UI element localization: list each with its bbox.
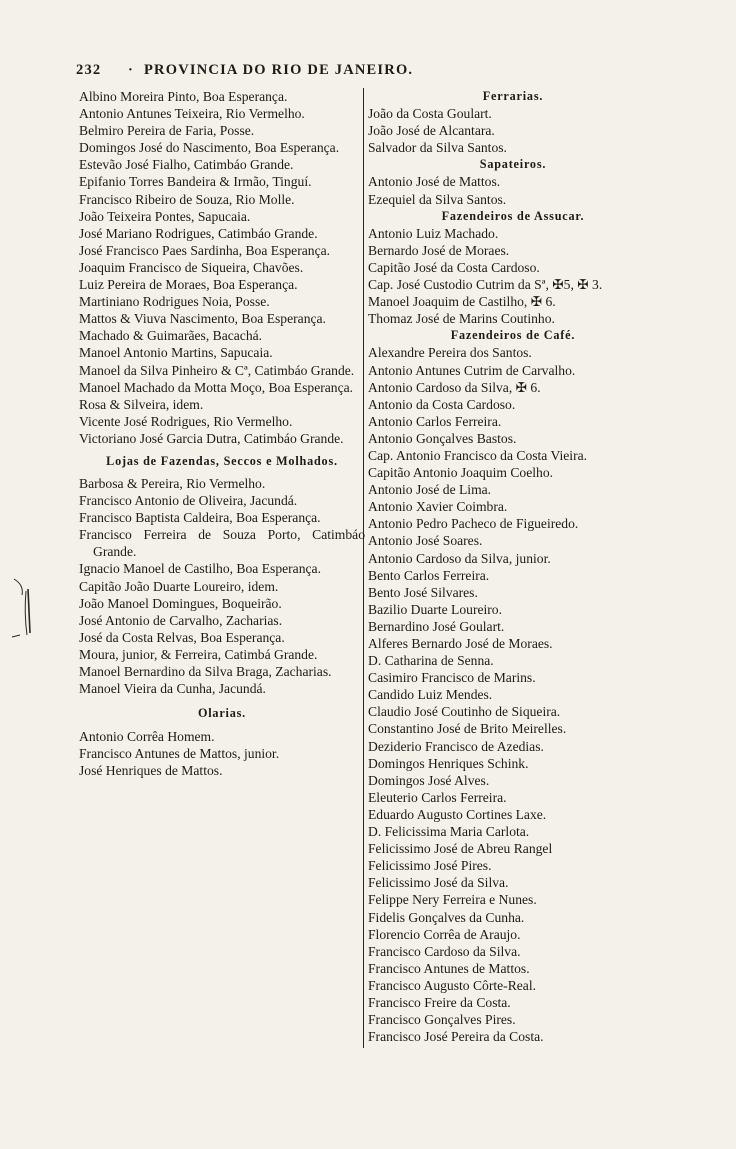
list-item: Francisco Ribeiro de Souza, Rio Molle.: [79, 191, 295, 207]
header-separator: ·: [128, 62, 135, 78]
list-item: Francisco José Pereira da Costa.: [368, 1029, 544, 1045]
list-item: Ezequiel da Silva Santos.: [368, 191, 507, 207]
list-item: Casimiro Francisco de Marins.: [368, 670, 536, 686]
list-item: Francisco Ferreira de Souza Porto, Catimbáo Grande.: [79, 527, 365, 560]
list-item: Ignacio Manoel de Castilho, Boa Esperança.: [79, 561, 321, 577]
right-column: [368, 88, 658, 1045]
list-item: Manoel Bernardino da Silva Braga, Zacharias.: [79, 664, 332, 679]
section-heading-assucar: Fazendeiros de Assucar.: [441, 208, 585, 223]
page-number: 232: [76, 62, 102, 78]
list-item: Antonio Antunes Cutrim de Carvalho.: [368, 362, 576, 378]
list-item: Salvador da Silva Santos.: [368, 140, 507, 156]
list-item: Francisco Cardoso da Silva.: [368, 943, 521, 959]
list-item: Capitão José da Costa Cardoso.: [368, 259, 540, 275]
list-item: Antonio Xavier Coimbra.: [368, 499, 508, 515]
list-item: Moura, junior, & Ferreira, Catimbá Grande.: [79, 646, 318, 662]
list-item: Florencio Corrêa de Araujo.: [368, 926, 521, 942]
list-item: Antonio Pedro Pacheco de Figueiredo.: [368, 516, 579, 532]
section-heading-lojas: Lojas de Fazendas, Seccos e Molhados.: [106, 453, 338, 468]
list-item: Capitão Antonio Joaquim Coelho.: [368, 465, 554, 481]
list-item: Antonio José de Lima.: [368, 482, 492, 498]
list-item: Constantino José de Brito Meirelles.: [368, 721, 567, 737]
list-item: Joaquim Francisco de Siqueira, Chavões.: [79, 259, 304, 275]
list-item: Albino Moreira Pinto, Boa Esperança.: [79, 89, 288, 104]
list-item: Felicissimo José da Silva.: [368, 875, 509, 891]
list-item: Manoel Vieira da Cunha, Jacundá.: [79, 681, 266, 697]
left-column: [79, 88, 365, 780]
list-item: Antonio Cardoso da Silva, junior.: [368, 550, 551, 566]
list-item: Antonio Carlos Ferreira.: [368, 413, 502, 429]
list-item: Victoriano José Garcia Dutra, Catimbáo Grande.: [79, 430, 344, 446]
list-item: Antonio José Soares.: [368, 533, 483, 549]
list-item: Eduardo Augusto Cortines Laxe.: [368, 806, 547, 822]
list-item: José Henriques de Mattos.: [79, 763, 223, 779]
list-item: Candido Luiz Mendes.: [368, 687, 493, 703]
list-item: Felicissimo José Pires.: [368, 858, 492, 874]
list-item: Alferes Bernardo José de Moraes.: [368, 636, 553, 651]
list-item: Domingos José Alves.: [368, 772, 490, 788]
margin-marks-icon: [6, 575, 40, 645]
list-item: Francisco Baptista Caldeira, Boa Esperança.: [79, 510, 321, 526]
list-item: Capitão João Duarte Loureiro, idem.: [79, 578, 279, 594]
section-heading-sapateiros: Sapateiros.: [479, 157, 547, 172]
list-item: João da Costa Goulart.: [368, 106, 492, 122]
list-item: João Manoel Domingues, Boqueirão.: [79, 595, 282, 611]
list-item: Rosa & Silveira, idem.: [79, 396, 204, 412]
list-item: José da Costa Relvas, Boa Esperança.: [79, 629, 285, 645]
list-item: Martiniano Rodrigues Noia, Posse.: [79, 294, 270, 310]
section-heading-olarias: Olarias.: [197, 706, 247, 721]
list-item: Mattos & Viuva Nascimento, Boa Esperança.: [79, 311, 326, 327]
list-item: Bernardino José Goulart.: [368, 618, 505, 634]
list-item: Bernardo José de Moraes.: [368, 242, 510, 258]
list-item: Antonio Antunes Teixeira, Rio Vermelho.: [79, 106, 305, 122]
list-item: Felippe Nery Ferreira e Nunes.: [368, 892, 537, 908]
list-item: Machado & Guimarães, Bacachá.: [79, 328, 263, 344]
list-item: Belmiro Pereira de Faria, Posse.: [79, 123, 255, 139]
list-item: Francisco Antonio de Oliveira, Jacundá.: [79, 493, 298, 509]
list-item: Barbosa & Pereira, Rio Vermelho.: [79, 475, 266, 491]
list-item: Antonio José de Mattos.: [368, 174, 501, 190]
list-item: Vicente José Rodrigues, Rio Vermelho.: [79, 413, 293, 429]
list-item: Domingos Henriques Schink.: [368, 755, 529, 771]
list-item: Cap. José Custodio Cutrim da Sª, ✠5, ✠ 3.: [368, 277, 603, 293]
list-item: Antonio da Costa Cardoso.: [368, 396, 516, 412]
list-item: João Teixeira Pontes, Sapucaia.: [79, 208, 251, 224]
list-item: Eleuterio Carlos Ferreira.: [368, 789, 507, 805]
list-item: Francisco Freire da Costa.: [368, 994, 511, 1010]
list-item: Felicissimo José de Abreu Rangel: [368, 841, 553, 857]
list-item: D. Catharina de Senna.: [368, 653, 494, 669]
list-item: Alexandre Pereira dos Santos.: [368, 345, 532, 361]
list-item: Deziderio Francisco de Azedias.: [368, 738, 544, 754]
list-item: Luiz Pereira de Moraes, Boa Esperança.: [79, 277, 298, 293]
list-item: Francisco Antunes de Mattos, junior.: [79, 746, 280, 762]
list-item: Manoel Machado da Motta Moço, Boa Esperança.: [79, 379, 354, 395]
list-item: Estevão José Fialho, Catimbáo Grande.: [79, 157, 294, 173]
list-item: Francisco Antunes de Mattos.: [368, 960, 530, 976]
list-item: Francisco Gonçalves Pires.: [368, 1012, 516, 1028]
list-item: Antonio Luiz Machado.: [368, 225, 499, 241]
page-header: [76, 62, 556, 82]
list-item: Thomaz José de Marins Coutinho.: [368, 311, 555, 327]
list-item: Cap. Antonio Francisco da Costa Vieira.: [368, 447, 588, 463]
list-item: Bazilio Duarte Loureiro.: [368, 601, 502, 617]
section-heading-ferrarias: Ferrarias.: [482, 89, 544, 103]
list-item: D. Felicissima Maria Carlota.: [368, 824, 530, 840]
list-item: Manoel Joaquim de Castilho, ✠ 6.: [368, 294, 556, 310]
list-item: José Francisco Paes Sardinha, Boa Esperança.: [79, 242, 331, 258]
list-item: Antonio Gonçalves Bastos.: [368, 430, 517, 446]
list-item: Manoel da Silva Pinheiro & Cª, Catimbáo Grande.: [79, 362, 355, 378]
list-item: Manoel Antonio Martins, Sapucaia.: [79, 345, 273, 361]
list-item: Claudio José Coutinho de Siqueira.: [368, 704, 561, 720]
list-item: Bento José Silvares.: [368, 584, 478, 600]
list-item: Epifanio Torres Bandeira & Irmão, Tinguí.: [79, 174, 312, 190]
list-item: João José de Alcantara.: [368, 123, 495, 139]
list-item: Domingos José do Nascimento, Boa Esperança.: [79, 140, 340, 156]
list-item: Antonio Corrêa Homem.: [79, 729, 215, 745]
page-title: PROVINCIA DO RIO DE JANEIRO.: [144, 62, 414, 78]
list-item: Fidelis Gonçalves da Cunha.: [368, 909, 525, 925]
list-item: Francisco Augusto Côrte-Real.: [368, 977, 537, 993]
list-item: Antonio Cardoso da Silva, ✠ 6.: [368, 379, 541, 395]
list-item: Bento Carlos Ferreira.: [368, 567, 490, 583]
list-item: José Antonio de Carvalho, Zacharias.: [79, 612, 283, 628]
section-heading-cafe: Fazendeiros de Café.: [450, 328, 576, 343]
list-item: José Mariano Rodrigues, Catimbáo Grande.: [79, 225, 318, 241]
